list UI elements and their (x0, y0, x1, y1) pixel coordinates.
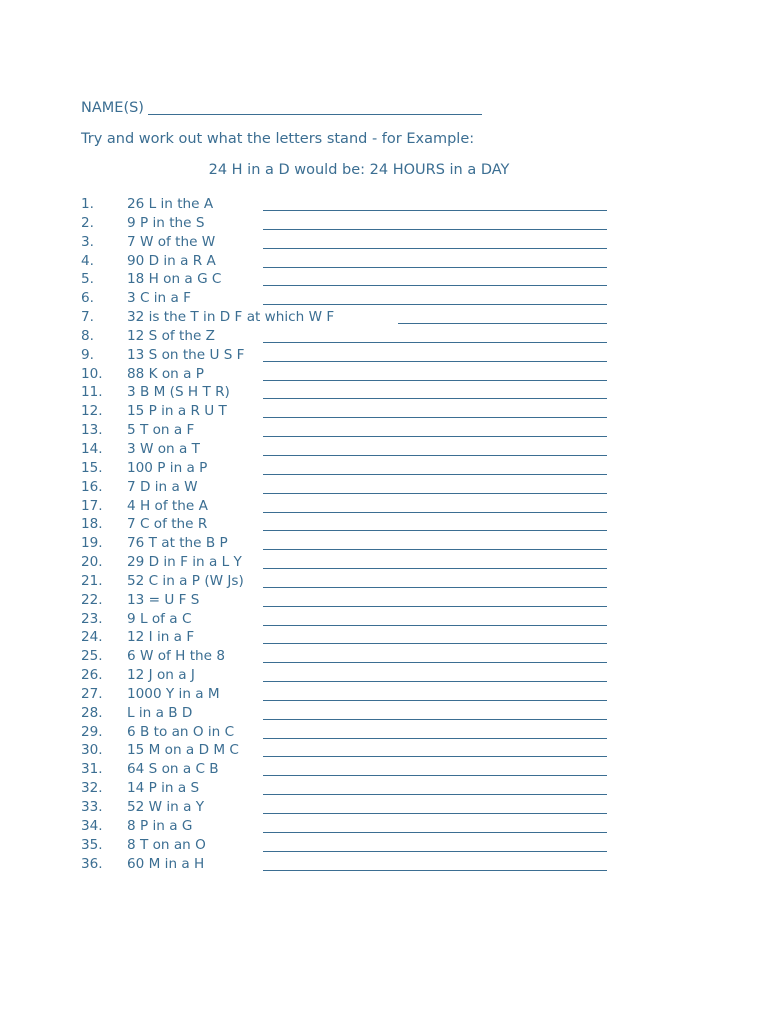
question-number: 32. (81, 780, 103, 797)
answer-line[interactable] (263, 719, 607, 720)
question-number: 30. (81, 742, 103, 759)
question-clue: 9 P in the S (127, 214, 205, 231)
question-clue: 90 D in a R A (127, 252, 216, 269)
question-number: 12. (81, 403, 103, 420)
question-item (81, 214, 611, 233)
question-clue: 7 D in a W (127, 478, 198, 495)
question-item (81, 327, 611, 346)
answer-line[interactable] (263, 436, 607, 437)
question-item (81, 704, 611, 723)
question-number: 22. (81, 591, 103, 608)
question-clue: 5 T on a F (127, 422, 195, 439)
question-clue: 13 = U F S (127, 591, 200, 608)
question-number: 29. (81, 723, 103, 740)
question-clue: 60 M in a H (127, 855, 205, 872)
question-item (81, 817, 611, 836)
answer-line[interactable] (263, 813, 607, 814)
instructions-example: 24 H in a D would be: 24 HOURS in a DAY (208, 162, 510, 178)
question-number: 27. (81, 685, 103, 702)
answer-line[interactable] (263, 455, 607, 456)
answer-line[interactable] (263, 568, 607, 569)
question-number: 3. (81, 233, 94, 250)
answer-line[interactable] (263, 625, 607, 626)
answer-line[interactable] (263, 398, 607, 399)
question-number: 18. (81, 516, 103, 533)
question-number: 20. (81, 554, 103, 571)
answer-line[interactable] (398, 323, 607, 324)
answer-line[interactable] (263, 870, 607, 871)
question-clue: 29 D in F in a L Y (127, 554, 242, 571)
question-number: 11. (81, 384, 103, 401)
question-number: 17. (81, 497, 103, 514)
question-item (81, 628, 611, 647)
question-clue: 6 W of H the 8 (127, 648, 225, 665)
question-number: 16. (81, 478, 103, 495)
question-item (81, 383, 611, 402)
question-item (81, 855, 611, 874)
question-clue: 3 B M (S H T R) (127, 384, 230, 401)
answer-line[interactable] (263, 229, 607, 230)
question-number: 2. (81, 214, 94, 231)
question-item (81, 591, 611, 610)
question-item (81, 666, 611, 685)
question-number: 9. (81, 346, 94, 363)
question-clue: L in a B D (127, 704, 193, 721)
question-number: 21. (81, 572, 103, 589)
answer-line[interactable] (263, 681, 607, 682)
answer-line[interactable] (263, 342, 607, 343)
answer-line[interactable] (263, 775, 607, 776)
answer-line[interactable] (263, 549, 607, 550)
question-clue: 3 W on a T (127, 440, 200, 457)
question-item (81, 478, 611, 497)
question-clue: 52 W in a Y (127, 799, 205, 815)
question-clue: 18 H on a G C (127, 271, 222, 288)
question-clue: 9 L of a C (127, 610, 192, 627)
question-item (81, 421, 611, 440)
answer-line[interactable] (263, 493, 607, 494)
names-answer-line[interactable] (148, 100, 482, 115)
question-item (81, 836, 611, 855)
question-item (81, 647, 611, 666)
answer-line[interactable] (263, 662, 607, 663)
question-number: 6. (81, 290, 94, 307)
answer-line[interactable] (263, 851, 607, 852)
question-number: 34. (81, 817, 103, 834)
question-item (81, 741, 611, 760)
question-clue: 8 T on an O (127, 836, 206, 853)
question-number: 7. (81, 309, 94, 326)
answer-line[interactable] (263, 304, 607, 305)
question-clue: 4 H of the A (127, 497, 208, 514)
question-item (81, 515, 611, 534)
answer-line[interactable] (263, 794, 607, 795)
question-item (81, 760, 611, 779)
question-clue: 3 C in a F (127, 290, 191, 307)
question-clue: 64 S on a C B (127, 761, 219, 778)
answer-line[interactable] (263, 643, 607, 644)
answer-line[interactable] (263, 606, 607, 607)
instructions-intro: Try and work out what the letters stand - for Example: (81, 131, 475, 147)
question-clue: 52 C in a P (W Js) (127, 572, 244, 589)
answer-line[interactable] (263, 587, 607, 588)
question-clue: 26 L in the A (127, 196, 214, 212)
question-clue: 7 C of the R (127, 516, 208, 533)
question-item (81, 270, 611, 289)
question-item (81, 779, 611, 798)
question-list (81, 195, 611, 873)
question-number: 23. (81, 610, 103, 627)
question-clue: 1000 Y in a M (127, 685, 220, 702)
question-item (81, 440, 611, 459)
question-number: 14. (81, 440, 103, 457)
answer-line[interactable] (263, 210, 607, 211)
question-clue: 100 P in a P (127, 459, 208, 476)
question-number: 10. (81, 365, 103, 382)
question-item (81, 459, 611, 478)
answer-line[interactable] (263, 474, 607, 475)
question-clue: 32 is the T in D F at which W F (127, 309, 335, 326)
names-row (81, 100, 482, 116)
question-clue: 12 J on a J (127, 667, 195, 684)
question-number: 28. (81, 704, 103, 721)
question-item (81, 685, 611, 704)
question-clue: 13 S on the U S F (127, 346, 245, 363)
question-number: 24. (81, 629, 103, 646)
answer-line[interactable] (263, 756, 607, 757)
question-number: 35. (81, 836, 103, 853)
question-item (81, 308, 611, 327)
question-number: 31. (81, 761, 103, 778)
question-clue: 88 K on a P (127, 365, 204, 382)
answer-line[interactable] (263, 512, 607, 513)
question-item (81, 195, 611, 214)
question-number: 26. (81, 667, 103, 684)
question-item (81, 534, 611, 553)
question-number: 19. (81, 535, 103, 552)
question-number: 13. (81, 422, 103, 439)
question-item (81, 346, 611, 365)
answer-line[interactable] (263, 832, 607, 833)
question-clue: 15 M on a D M C (127, 742, 239, 759)
names-label: NAME(S) (81, 100, 144, 116)
answer-line[interactable] (263, 738, 607, 739)
answer-line[interactable] (263, 267, 607, 268)
answer-line[interactable] (263, 700, 607, 701)
question-clue: 12 I in a F (127, 629, 195, 646)
question-item (81, 233, 611, 252)
question-clue: 8 P in a G (127, 817, 193, 834)
question-item (81, 553, 611, 572)
answer-line[interactable] (263, 248, 607, 249)
question-number: 4. (81, 252, 94, 269)
question-clue: 6 B to an O in C (127, 723, 235, 740)
question-clue: 76 T at the B P (127, 535, 228, 552)
question-item (81, 402, 611, 421)
question-clue: 15 P in a R U T (127, 403, 227, 420)
question-item (81, 723, 611, 742)
question-item (81, 497, 611, 516)
question-number: 15. (81, 459, 103, 476)
question-number: 36. (81, 855, 103, 872)
question-item (81, 365, 611, 384)
question-number: 8. (81, 327, 94, 344)
question-number: 33. (81, 799, 103, 815)
question-item (81, 610, 611, 629)
question-clue: 12 S of the Z (127, 327, 215, 344)
answer-line[interactable] (263, 361, 607, 362)
answer-line[interactable] (263, 530, 607, 531)
answer-line[interactable] (263, 285, 607, 286)
question-item (81, 798, 611, 817)
question-clue: 14 P in a S (127, 780, 200, 797)
question-clue: 7 W of the W (127, 233, 216, 250)
question-number: 25. (81, 648, 103, 665)
answer-line[interactable] (263, 417, 607, 418)
question-number: 1. (81, 196, 94, 212)
question-item (81, 252, 611, 271)
question-number: 5. (81, 271, 94, 288)
answer-line[interactable] (263, 380, 607, 381)
question-item (81, 572, 611, 591)
question-item (81, 289, 611, 308)
